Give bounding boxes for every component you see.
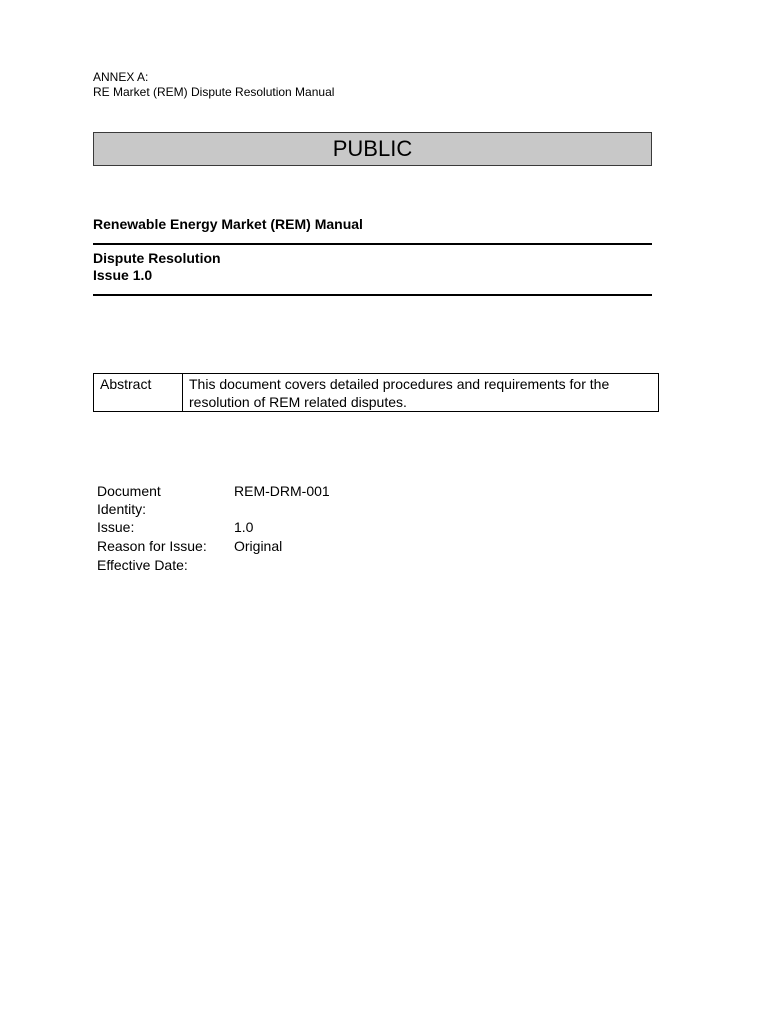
manual-title: Renewable Energy Market (REM) Manual bbox=[93, 216, 363, 232]
document-subtitle bbox=[93, 250, 221, 284]
title-divider-bottom bbox=[93, 294, 652, 296]
document-identity-value: REM-DRM-001 bbox=[234, 483, 330, 499]
issue-value: 1.0 bbox=[234, 519, 254, 535]
issue-label: Issue: bbox=[97, 519, 135, 535]
annex-header bbox=[93, 70, 334, 100]
document-identity-row bbox=[97, 482, 330, 518]
effective-date-row bbox=[97, 555, 330, 574]
effective-date-label: Effective Date: bbox=[97, 557, 188, 573]
abstract-label: Abstract bbox=[94, 374, 183, 412]
abstract-table bbox=[93, 373, 659, 412]
annex-label: ANNEX A: bbox=[93, 70, 149, 84]
annex-document-title: RE Market (REM) Dispute Resolution Manual bbox=[93, 85, 335, 99]
reason-label: Reason for Issue: bbox=[97, 538, 207, 554]
issue-row bbox=[97, 518, 330, 536]
abstract-row bbox=[94, 374, 659, 412]
subtitle-topic: Dispute Resolution bbox=[93, 250, 221, 266]
subtitle-issue: Issue 1.0 bbox=[93, 267, 153, 283]
document-identity-label-line2: Identity: bbox=[97, 501, 147, 517]
document-identity-label-line1: Document bbox=[97, 483, 161, 499]
document-info-table bbox=[97, 482, 330, 574]
effective-date-value bbox=[234, 555, 330, 574]
classification-banner: PUBLIC bbox=[93, 132, 652, 166]
document-identity-label bbox=[97, 482, 234, 518]
abstract-text: This document covers detailed procedures and requirements for the resolution of REM related disputes. bbox=[183, 374, 659, 412]
reason-value: Original bbox=[234, 538, 283, 554]
title-divider-top bbox=[93, 243, 652, 245]
reason-row bbox=[97, 536, 330, 555]
